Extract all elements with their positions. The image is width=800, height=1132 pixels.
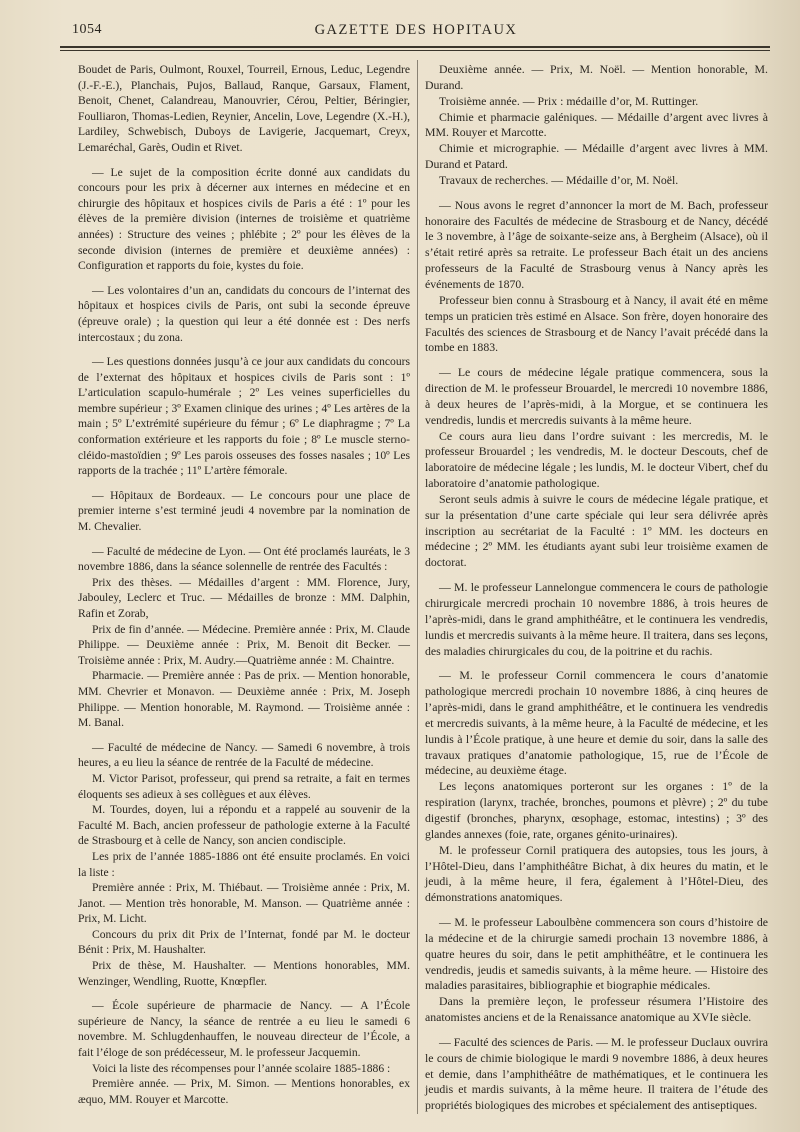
header-rule-thin [60, 50, 770, 51]
paragraph: Chimie et pharmacie galéniques. — Médaille d’argent avec livres à MM. Rouyer et Marcotte. [425, 109, 768, 140]
paragraph: Troisième année. — Prix : médaille d’or, M. Ruttinger. [439, 93, 699, 108]
paragraph: Ce cours aura lieu dans l’ordre suivant : les mercredis, M. le professeur Brouardel ; les vendredis, M. le docteur Descouts, chef de laboratoire de médecine légale ; les lundis, M. le docteur Vibert, chef du laboratoire d’anatomie pathologique. [425, 428, 768, 491]
paragraph: Première année. — Prix, M. Simon. — Mentions honorables, ex æquo, MM. Rouyer et Marcotte. [78, 1077, 410, 1106]
paragraph: Les prix de l’année 1885-1886 ont été ensuite proclamés. En voici la liste : [78, 849, 410, 879]
left-column [78, 62, 410, 1107]
paragraph: Deuxième année. — Prix, M. Noël. — Mention honorable, M. Durand. [425, 62, 768, 92]
paragraph: — École supérieure de pharmacie de Nancy. — A l’École supérieure de Nancy, la séance de rentrée a eu lieu le samedi 6 novembre. M. Schlugdenhauffen, le nouveau directeur de l’École, a fait l’éloge de son prédécesseur, M. le professeur Jacquemin. [78, 999, 410, 1060]
paragraph: — Faculté de médecine de Nancy. — Samedi 6 novembre, à trois heures, a eu lieu la séance de rentrée de la Faculté de médecine. [78, 740, 410, 770]
paragraph: Pharmacie. — Première année : Pas de prix. — Mention honorable, MM. Chevrier et Monavon. — Deuxième année : Prix, M. Joseph Philippe. — Mention honorable, M. Raymond. — Troisième année : M. Banal. [78, 669, 410, 730]
paragraph: Dans la première leçon, le professeur résumera l’Histoire des anatomistes anciens et de la Renaissance anatomique au XVIe siècle. [425, 994, 768, 1025]
paragraph: Boudet de Paris, Oulmont, Rouxel, Tourreil, Ernous, Leduc, Legendre (J.-F.-E.), Planchais, Pujos, Ballaud, Ranque, Garsaux, Flament, Benoit, Chenet, Calandreau, Manouvrier, Cérou, Peltier, Béringier, Foulliaron, Thomas-Ledien, Reynier, Ancelin, Love, Legendre (X.-H.), Lardiley, Schwebisch, Duboys de Lavigerie, Jacquemart, Creyx, Lemaréchal, Garès, Oudin et Rivet. [78, 63, 410, 154]
paragraph: Chimie et micrographie. — Médaille d’argent avec livres à MM. Durand et Patard. [425, 141, 768, 172]
paragraph: — M. le professeur Lannelongue commencera le cours de pathologie chirurgicale mercredi prochain 10 novembre 1886, à trois heures de l’après-midi, dans le grand amphithéâtre, et le continuera les vendredis, lundis et mercredis suivants à la même heure. Il traitera, dans ses leçons, des maladies chirurgicales du cou, de la poitrine et du rachis. [425, 580, 768, 658]
paragraph: Prix de thèse, M. Haushalter. — Mentions honorables, MM. Wenzinger, Wendling, Ruotte, Knœpfler. [78, 959, 410, 988]
paragraph: — Faculté des sciences de Paris. — M. le professeur Duclaux ouvrira le cours de chimie biologique le mardi 9 novembre 1886, à deux heures et demie, dans l’amphithéâtre de mathématiques, et le continuera les jeudis et mardis suivants, à la même heure. Il traitera de l’étude des propriétés biologiques des microbes et spécialement des antiseptiques. [425, 1034, 768, 1113]
paragraph: — Les questions données jusqu’à ce jour aux candidats du concours de l’externat des hôpitaux et hospices civils de Paris sont : 1º L’articulation scapulo-humérale ; 2º Les veines superficielles du membre supérieur ; 3º Examen clinique des urines ; 4º Les artères de la main ; 5º L’extrémité supérieure du fémur ; 6º Le diaphragme ; 7º La conformation extérieure et les rapports du foie ; 8º Le muscle sterno-cléido-mastoïdien ; 9º Les parois osseuses des fosses nasales ; 10º Les rapports de la trachée ; 11º L’artère fémorale. [78, 355, 410, 478]
paragraph: — Le cours de médecine légale pratique commencera, sous la direction de M. le professeur Brouardel, le mercredi 10 novembre 1886, à deux heures de l’après-midi, à la Morgue, et se continuera les vendredis, lundis et mercredis suivants à la même heure. [425, 365, 768, 427]
right-column [425, 62, 768, 1114]
paragraph: — Hôpitaux de Bordeaux. — Le concours pour une place de premier interne s’est terminé jeudi 4 novembre par la nomination de M. Chevalier. [78, 488, 410, 534]
paragraph: Travaux de recherches. — Médaille d’or, M. Noël. [439, 172, 679, 187]
paragraph: Professeur bien connu à Strasbourg et à Nancy, il avait été en même temps un praticien très estimé en Alsace. Son frère, doyen honoraire des Facultés des sciences de Strasbourg et de Nancy l’avait précédé dans la tombe en 1883. [425, 292, 768, 355]
paragraph: — Les volontaires d’un an, candidats du concours de l’internat des hôpitaux et hospices civils de Paris, ont subi la seconde épreuve (épreuve orale) ; la question qui leur a été donnée est : Des nerfs intercostaux ; du zona. [78, 283, 410, 344]
paragraph: — M. le professeur Laboulbène commencera son cours d’histoire de la médecine et de la chirurgie samedi prochain 13 novembre 1886, à quatre heures du soir, dans le petit amphithéâtre, et le continuera les vendredis, jeudis et samedis suivants, à la même heure. — Histoire des maladies parasitaires, bibliographie et biographie médicales. [425, 915, 768, 993]
paragraph: M. Tourdes, doyen, lui a répondu et a rappelé au souvenir de la Faculté M. Bach, ancien professeur de pathologie externe à la Faculté de Strasbourg et à celle de Nancy, son ancien condisciple. [78, 803, 410, 848]
paragraph: Voici la liste des récompenses pour l’année scolaire 1885-1886 : [92, 1061, 391, 1075]
paragraph: — M. le professeur Cornil commencera le cours d’anatomie pathologique mercredi prochain 10 novembre 1886, à cinq heures de l’après-midi, dans le grand amphithéâtre, et le continuera les vendredis et mercredis suivants, à la même heure, à la Faculté de médecine, et les lundis à l’École pratique, à une heure et demie du soir, dans la salle des travaux pratiques d’anatomie pathologique, 15, rue de l’École de médecine, au deuxième étage. [425, 668, 768, 778]
paragraph: — Faculté de médecine de Lyon. — Ont été proclamés lauréats, le 3 novembre 1886, dans la séance solennelle de rentrée des Facultés : [78, 544, 410, 574]
paragraph: Première année : Prix, M. Thiébaut. — Troisième année : Prix, M. Janot. — Mention très honorable, M. Manson. — Quatrième année : Prix, M. Licht. [78, 881, 410, 926]
paragraph: Prix des thèses. — Médailles d’argent : MM. Florence, Jury, Jabouley, Leclerc et Truc. — Médailles de bronze : MM. Dalphin, Rafin et Zorab, [78, 575, 410, 620]
paragraph: Prix de fin d’année. — Médecine. Première année : Prix, M. Claude Philippe. — Deuxième année : Prix, M. Benoit dit Becker. — Troisième année : Prix, M. Audry.—Quatrième année : M. Chaintre. [78, 622, 410, 667]
header-rule-thick [60, 46, 770, 48]
page-header [54, 22, 778, 46]
paragraph: — Le sujet de la composition écrite donné aux candidats du concours pour les prix à décerner aux internes en médecine et en chirurgie des hôpitaux et hospices civils de Paris a été : 1º pour les élèves de la première division (internes de troisième et quatrième années) : Structure des veines ; phlébite ; 2º pour les élèves de la seconde division (internes de première et deuxième années) : Configuration et rapports du foie, kystes du foie. [78, 165, 410, 273]
page-number: 1054 [72, 22, 102, 37]
paragraph: M. le professeur Cornil pratiquera des autopsies, tous les jours, à l’Hôtel-Dieu, dans l’amphithéâtre Bichat, à dix heures du matin, et le jeudi, à la même heure, il fera, également à l’Hôtel-Dieu, des démonstrations anatomiques. [425, 842, 768, 905]
running-title: GAZETTE DES HOPITAUX [314, 22, 518, 38]
paragraph: Seront seuls admis à suivre le cours de médecine légale pratique, et sur la présentation d’une carte spéciale qui leur sera délivrée après inscription au secrétariat de la Faculté : 1º MM. les docteurs en médecine ; 2º MM. les étudiants ayant subi leur troisième examen de doctorat. [425, 491, 768, 570]
paragraph: M. Victor Parisot, professeur, qui prend sa retraite, a fait en termes éloquents ses adieux à ses collègues et aux élèves. [78, 771, 410, 801]
paragraph: Les leçons anatomiques porteront sur les organes : 1º de la respiration (larynx, trachée, bronches, poumons et plèvre) ; 2º du tube digestif (bronches, pharynx, œsophage, estomac, intestins) ; 3º des glandes annexes (foie, rate, organes génito-urinaires). [425, 779, 768, 841]
column-divider [417, 60, 418, 1114]
paragraph: — Nous avons le regret d’annoncer la mort de M. Bach, professeur honoraire des Facultés de médecine de Strasbourg et de Nancy, décédé le 3 novembre, à l’âge de soixante-seize ans, à Bergheim (Alsace), où il s’était retiré après sa retraite. Le professeur Bach était un des anciens professeurs de la Faculté de Strasbourg venus à Nancy après les événements de 1870. [425, 197, 768, 291]
paragraph: Concours du prix dit Prix de l’Internat, fondé par M. le docteur Bénit : Prix, M. Haushalter. [78, 927, 410, 957]
